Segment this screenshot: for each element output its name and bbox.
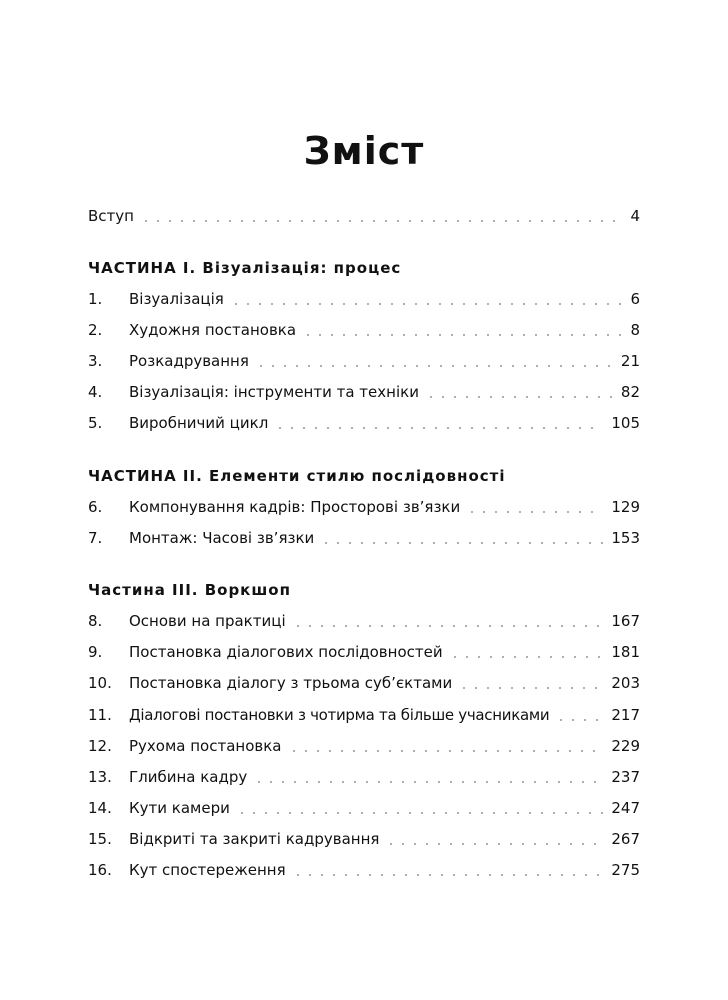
part-heading-2: ЧАСТИНА ІІ. Елементи стилю послідовності — [88, 467, 506, 485]
toc-entry-number: 9. — [88, 643, 103, 661]
dot-leader — [290, 860, 608, 880]
toc-entry[interactable] — [88, 765, 640, 787]
dot-leader — [228, 289, 627, 309]
toc-entry-number: 15. — [88, 830, 112, 848]
toc-entry-number: 8. — [88, 612, 103, 630]
toc-entry-number: 10. — [88, 674, 112, 692]
dot-leader — [456, 673, 607, 693]
dot-leader — [253, 351, 617, 371]
toc-entry-title: Постановка діалогу з трьома суб’єктами — [129, 673, 456, 693]
dot-leader — [464, 497, 607, 517]
toc-entry-title: Вступ — [88, 206, 138, 226]
dot-leader — [138, 206, 626, 226]
toc-entry-page: 229 — [611, 737, 640, 755]
toc-entry-page: 82 — [620, 383, 640, 401]
toc-entry[interactable] — [88, 318, 640, 340]
dot-leader — [234, 798, 608, 818]
toc-entry-number: 2. — [88, 321, 103, 339]
toc-entry-page: 167 — [611, 612, 640, 630]
dot-leader — [272, 413, 607, 433]
toc-entry-title: Візуалізація — [129, 289, 228, 309]
toc-entry[interactable] — [88, 858, 640, 880]
page-title: Зміст — [303, 129, 425, 174]
part-heading-1: ЧАСТИНА І. Візуалізація: процес — [88, 259, 402, 277]
toc-entry-title: Основи на практиці — [129, 611, 290, 631]
toc-entry-title: Глибина кадру — [129, 767, 251, 787]
toc-entry-number: 4. — [88, 383, 103, 401]
toc-entry-title: Художня постановка — [129, 320, 300, 340]
toc-entry-page: 105 — [611, 414, 640, 432]
dot-leader — [290, 611, 608, 631]
toc-entry-title: Рухома постановка — [129, 736, 286, 756]
toc-entry[interactable] — [88, 671, 640, 693]
toc-entry-page: 21 — [620, 352, 640, 370]
toc-entry-title: Компонування кадрів: Просторові зв’язки — [129, 497, 464, 517]
toc-entry[interactable] — [88, 640, 640, 662]
toc-entry-title: Діалогові постановки з чотирма та більше учасниками — [129, 705, 553, 725]
toc-entry-title: Монтаж: Часові зв’язки — [129, 528, 318, 548]
toc-entry[interactable] — [88, 287, 640, 309]
toc-entry-intro[interactable] — [88, 204, 640, 226]
toc-entry[interactable] — [88, 827, 640, 849]
toc-entry-number: 1. — [88, 290, 103, 308]
toc-entry-title: Кути камери — [129, 798, 234, 818]
dot-leader — [447, 642, 608, 662]
toc-entry-page: 275 — [611, 861, 640, 879]
toc-entry-title: Кут спостереження — [129, 860, 290, 880]
toc-entry-page: 153 — [611, 529, 640, 547]
toc-entry-number: 11. — [88, 706, 112, 724]
toc-entry-number: 6. — [88, 498, 103, 516]
dot-leader — [318, 528, 607, 548]
toc-entry-title: Візуалізація: інструменти та техніки — [129, 382, 423, 402]
toc-entry[interactable] — [88, 495, 640, 517]
toc-entry-page: 8 — [630, 321, 640, 339]
dot-leader — [553, 705, 607, 725]
toc-entry[interactable] — [88, 796, 640, 818]
toc-entry-page: 267 — [611, 830, 640, 848]
toc-entry-title: Відкриті та закриті кадрування — [129, 829, 383, 849]
toc-entry-number: 13. — [88, 768, 112, 786]
toc-entry[interactable] — [88, 349, 640, 371]
toc-entry[interactable] — [88, 703, 640, 725]
dot-leader — [300, 320, 626, 340]
toc-entry-title: Виробничий цикл — [129, 413, 272, 433]
dot-leader — [251, 767, 607, 787]
toc-entry-number: 7. — [88, 529, 103, 547]
part-heading-3: Частина ІІІ. Воркшоп — [88, 581, 291, 599]
toc-entry-page: 6 — [630, 290, 640, 308]
toc-entry-number: 12. — [88, 737, 112, 755]
toc-entry-title: Постановка діалогових послідовностей — [129, 642, 447, 662]
toc-entry-number: 3. — [88, 352, 103, 370]
toc-entry-number: 5. — [88, 414, 103, 432]
dot-leader — [286, 736, 608, 756]
toc-entry[interactable] — [88, 609, 640, 631]
dot-leader — [383, 829, 607, 849]
toc-entry-page: 217 — [611, 706, 640, 724]
toc-entry[interactable] — [88, 411, 640, 433]
toc-entry[interactable] — [88, 526, 640, 548]
toc-entry[interactable] — [88, 380, 640, 402]
toc-entry-number: 16. — [88, 861, 112, 879]
toc-entry-page: 181 — [611, 643, 640, 661]
toc-entry-page: 4 — [630, 207, 640, 225]
toc-entry-page: 237 — [611, 768, 640, 786]
toc-entry-page: 247 — [611, 799, 640, 817]
toc-entry[interactable] — [88, 734, 640, 756]
toc-entry-number: 14. — [88, 799, 112, 817]
toc-entry-page: 129 — [611, 498, 640, 516]
dot-leader — [423, 382, 617, 402]
toc-entry-page: 203 — [611, 674, 640, 692]
toc-entry-title: Розкадрування — [129, 351, 253, 371]
